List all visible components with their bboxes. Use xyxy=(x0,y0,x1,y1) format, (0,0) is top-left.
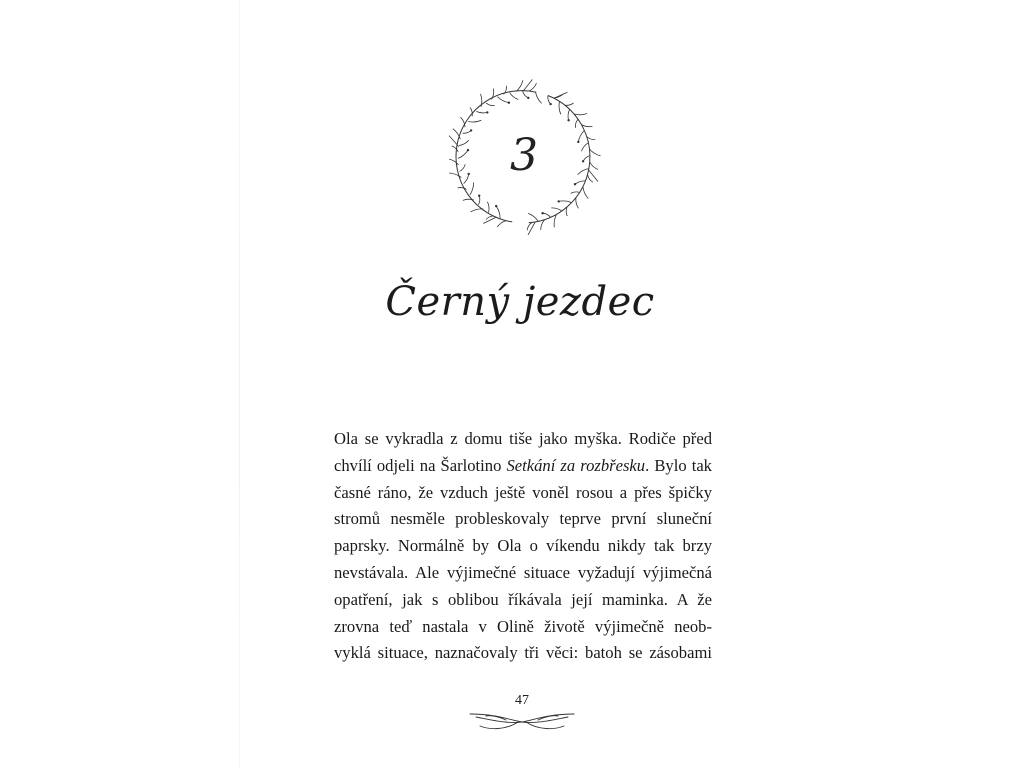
text-line: zrovna teď nastala v Olině životě výjimečně neob- xyxy=(334,616,712,636)
chapter-title: Černý jezdec xyxy=(385,279,655,325)
text-segment: chvílí odjeli na Šarlotino xyxy=(334,455,507,475)
text-line: paprsky. Normálně by Ola o víkendu nikdy tak brzy xyxy=(334,536,712,556)
book-title-italic: Setkání za rozbřesku xyxy=(506,455,646,475)
text-line: opatření, jak s oblibou říkávala její maminka. A že xyxy=(334,589,712,609)
text-segment: . Bylo tak xyxy=(645,455,712,475)
text-line: časné ráno, že vzduch ještě voněl rosou a přes špičky xyxy=(334,482,712,502)
text-line: stromů nesměle probleskovaly teprve první sluneční xyxy=(334,509,712,529)
text-line: nevstávala. Ale výjimečné situace vyžadují výjimečná xyxy=(334,562,712,582)
chapter-number: 3 xyxy=(510,130,538,181)
leaf-flourish-icon xyxy=(466,708,578,732)
page-edge-divider xyxy=(239,0,240,768)
text-line: Ola se vykradla z domu tiše jako myška. Rodiče před xyxy=(334,429,712,448)
text-line xyxy=(334,453,712,480)
page-number: 47 xyxy=(515,693,529,708)
body-paragraph xyxy=(334,426,712,667)
text-line: vyklá situace, naznačovaly tři věci: batoh se zásobami xyxy=(334,643,712,663)
